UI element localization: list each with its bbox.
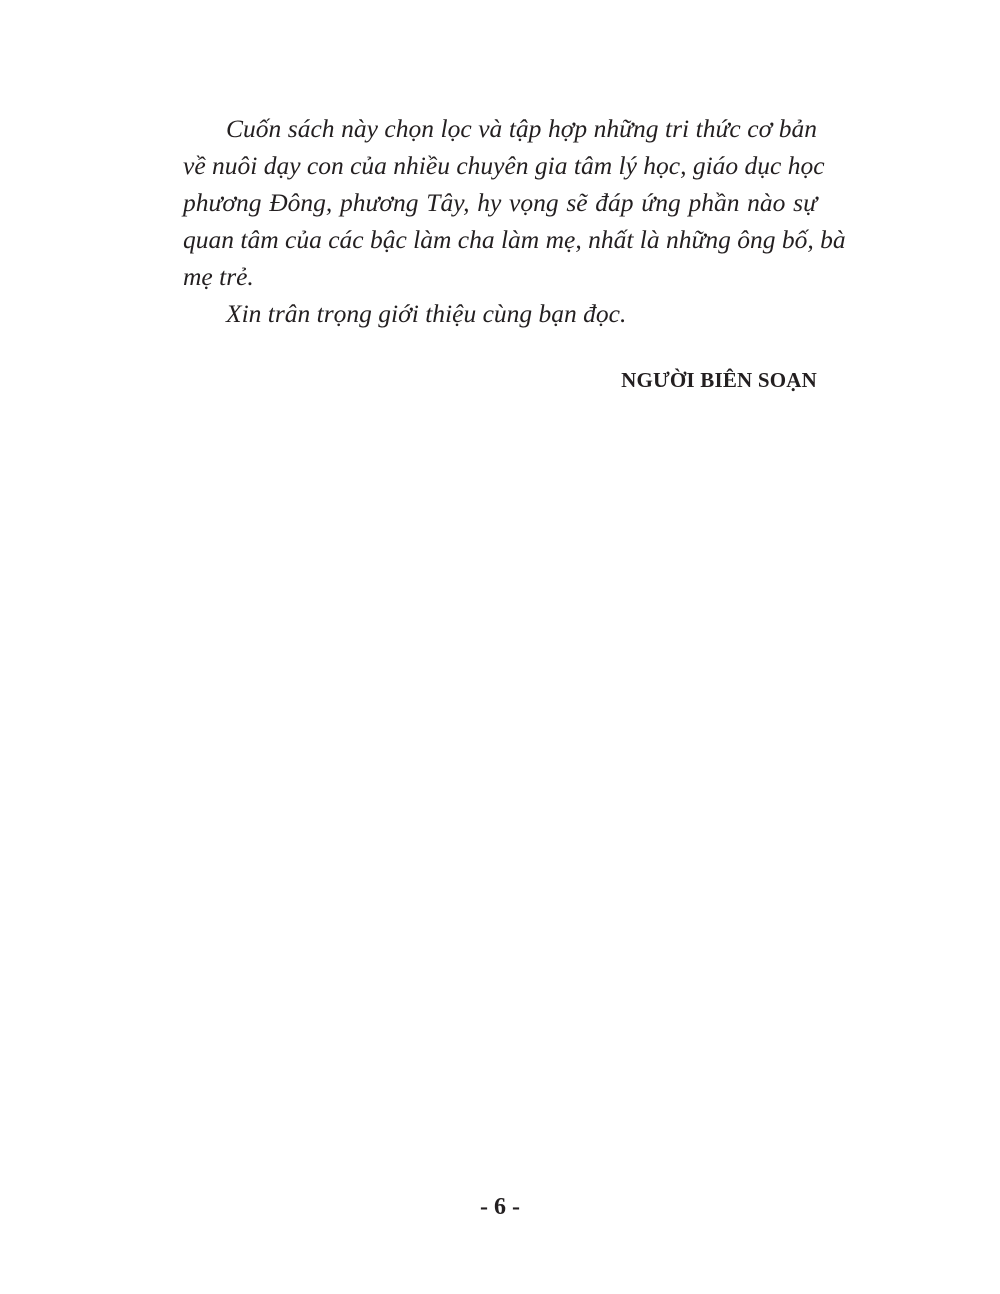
- body-text: [183, 110, 846, 332]
- paragraph-line: Xin trân trọng giới thiệu cùng bạn đọc.: [226, 299, 627, 328]
- page-number: - 6 -: [480, 1194, 520, 1220]
- author-signature: NGƯỜI BIÊN SOẠN: [621, 368, 817, 392]
- paragraph-line: phương Đông, phương Tây, hy vọng sẽ đáp ứng phần nào sự: [183, 188, 817, 217]
- paragraph-line: Cuốn sách này chọn lọc và tập hợp những tri thức cơ bản: [226, 114, 817, 143]
- paragraph-line: về nuôi dạy con của nhiều chuyên gia tâm lý học, giáo dục học: [183, 151, 825, 180]
- paragraph-line: quan tâm của các bậc làm cha làm mẹ, nhất là những ông bố, bà: [183, 225, 846, 254]
- paragraph-line: mẹ trẻ.: [183, 262, 254, 291]
